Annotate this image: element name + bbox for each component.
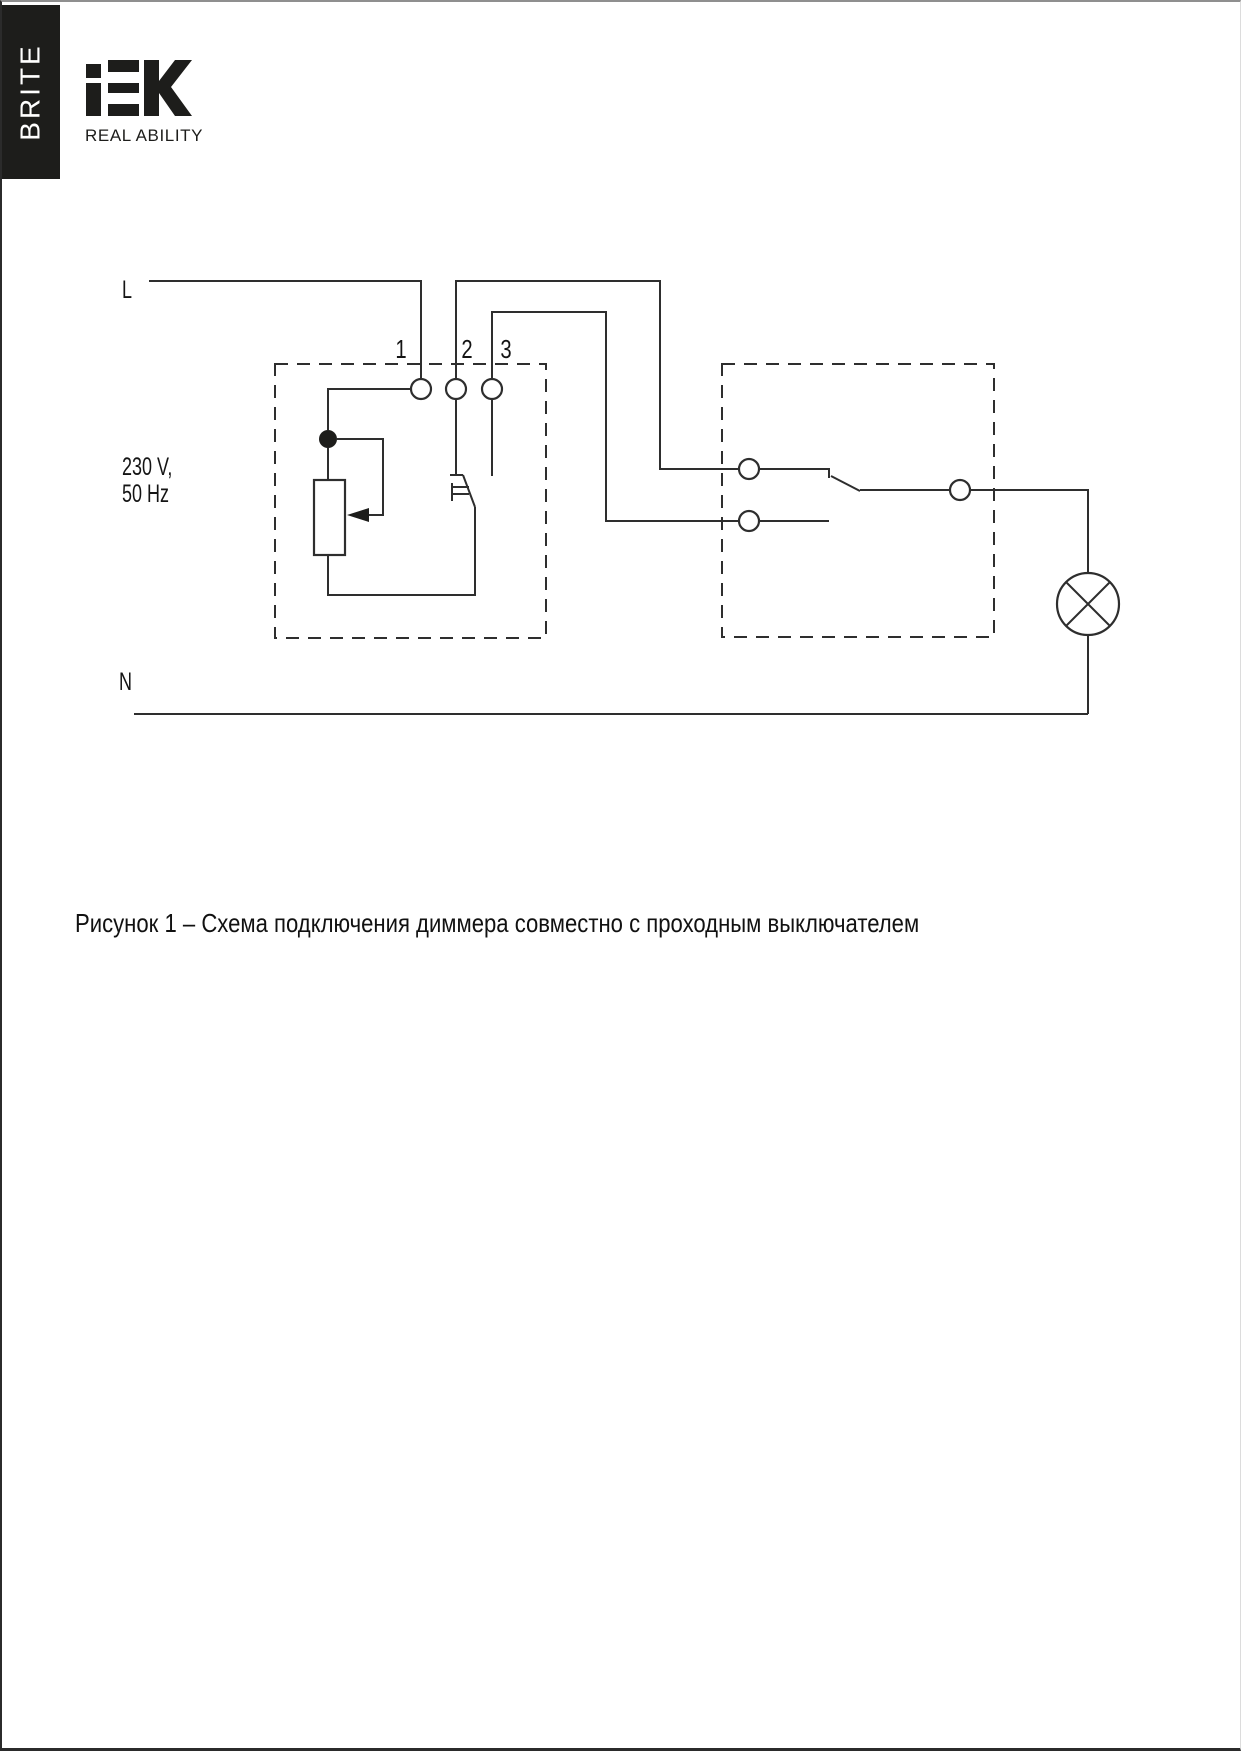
- wire-to-lamp: [970, 490, 1088, 573]
- label-terminal-3: 3: [500, 334, 512, 364]
- brite-banner-label: BRITE: [15, 43, 46, 141]
- label-voltage: 230 V,: [122, 452, 173, 481]
- terminal-2-node: [446, 379, 466, 399]
- junction-dot: [319, 430, 337, 448]
- label-phase: L: [122, 275, 133, 304]
- wire-switch-common: [759, 469, 829, 478]
- figure-caption: Рисунок 1 – Схема подключения диммера совместно с проходным выключателем: [75, 908, 920, 938]
- potentiometer-wiper-arrow-icon: [347, 508, 369, 522]
- wire-dimmer-pushswitch-lead: [450, 399, 475, 507]
- wiring-diagram: [2, 2, 1241, 1751]
- switch-blade: [831, 476, 860, 491]
- label-frequency: 50 Hz: [122, 479, 169, 508]
- label-neutral: N: [119, 667, 132, 696]
- wire-terminal3-to-switch: [492, 312, 739, 521]
- terminal-1-node: [411, 379, 431, 399]
- pass-switch-enclosure-box: [722, 364, 994, 637]
- wire-terminal2-to-switch: [456, 281, 739, 469]
- label-terminal-2: 2: [461, 334, 473, 364]
- label-terminal-1: 1: [395, 334, 407, 364]
- switch-top-contact-node: [739, 459, 759, 479]
- potentiometer-body: [314, 480, 345, 555]
- logo-tagline: REAL ABILITY: [85, 126, 204, 145]
- switch-output-node: [950, 480, 970, 500]
- terminal-3-node: [482, 379, 502, 399]
- switch-bottom-contact-node: [739, 511, 759, 531]
